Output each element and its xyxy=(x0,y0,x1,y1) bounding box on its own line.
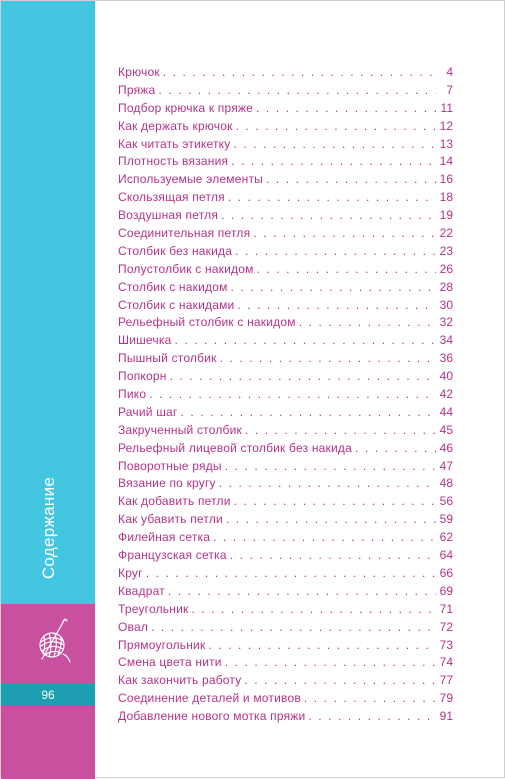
toc-entry-title: Добавление нового мотка пряжи xyxy=(118,709,306,724)
toc-dot-leader xyxy=(181,405,437,419)
toc-entry-title: Филейная сетка xyxy=(118,530,211,545)
toc-entry-page: 40 xyxy=(439,369,453,384)
toc-dot-leader xyxy=(355,441,436,455)
toc-entry-title: Треугольник xyxy=(118,601,189,616)
toc-dot-leader xyxy=(168,584,436,598)
toc-dot-leader xyxy=(225,459,436,473)
toc-dot-leader xyxy=(235,244,436,258)
toc-entry xyxy=(118,548,453,566)
toc-dot-leader xyxy=(236,119,436,133)
toc-entry-page: 11 xyxy=(440,100,453,115)
toc-entry-title: Столбик с накидами xyxy=(118,297,235,312)
toc-dot-leader xyxy=(158,83,436,97)
toc-entry-page: 14 xyxy=(439,154,453,169)
toc-entry-page: 22 xyxy=(439,226,453,241)
toc-entry-page: 19 xyxy=(439,208,453,223)
toc-entry xyxy=(118,638,453,656)
toc-entry-page: 46 xyxy=(439,440,453,455)
toc-entry-title: Пышный столбик xyxy=(118,351,217,366)
toc-entry-page: 16 xyxy=(439,172,453,187)
toc-dot-leader xyxy=(151,620,436,634)
toc-entry-page: 36 xyxy=(439,351,453,366)
toc-entry-title: Подбор крючка к пряже xyxy=(118,100,254,115)
toc-entry-page: 7 xyxy=(446,82,453,97)
toc-dot-leader xyxy=(225,655,436,669)
toc-dot-leader xyxy=(163,65,436,79)
toc-entry-title: Пико xyxy=(118,387,147,402)
toc-entry-title: Воздушная петля xyxy=(118,208,219,223)
toc-entry-page: 74 xyxy=(439,655,453,670)
toc-entry xyxy=(118,298,453,316)
toc-entry-title: Крючок xyxy=(118,65,160,79)
toc-entry-title: Рельефный столбик с накидом xyxy=(118,315,296,330)
toc-dot-leader xyxy=(174,333,436,347)
toc-entry-title: Вязание по кругу xyxy=(118,476,216,491)
toc-dot-leader xyxy=(245,423,436,437)
toc-dot-leader xyxy=(230,548,436,562)
toc-entry xyxy=(118,190,453,208)
toc-entry xyxy=(118,476,453,494)
toc-entry-page: 48 xyxy=(439,476,453,491)
toc-entry-page: 45 xyxy=(439,422,453,437)
toc-entry-page: 91 xyxy=(439,709,453,724)
toc-dot-leader xyxy=(237,298,436,312)
toc-dot-leader xyxy=(191,602,436,616)
toc-entry-page: 18 xyxy=(439,190,453,205)
toc-dot-leader xyxy=(256,101,436,115)
toc-dot-leader xyxy=(170,369,436,383)
sidebar-pink-bottom xyxy=(1,706,95,779)
toc-dot-leader xyxy=(221,208,436,222)
toc-entry-title: Полустолбик с накидом xyxy=(118,261,254,276)
toc-entry xyxy=(118,172,453,190)
toc-entry xyxy=(118,262,453,280)
toc-entry-title: Овал xyxy=(118,619,149,634)
page-number: 96 xyxy=(41,688,55,702)
toc-entry-title: Французская сетка xyxy=(118,548,227,563)
toc-entry-title: Как держать крючок xyxy=(118,118,233,133)
toc-entry xyxy=(118,602,453,620)
yarn-ball-with-hook-icon xyxy=(32,615,72,667)
toc-entry-title: Скользящая петля xyxy=(118,190,225,205)
toc-entry xyxy=(118,691,453,709)
toc-entry-page: 56 xyxy=(439,494,453,509)
toc-entry-page: 72 xyxy=(439,619,453,634)
toc-entry-page: 4 xyxy=(446,65,453,79)
toc-entry-page: 28 xyxy=(439,279,453,294)
toc-dot-leader xyxy=(304,691,436,705)
toc-entry-page: 12 xyxy=(439,118,453,133)
toc-dot-leader xyxy=(308,709,436,723)
toc-entry-page: 47 xyxy=(439,458,453,473)
toc-entry xyxy=(118,137,453,155)
toc-entry-title: Столбик с накидом xyxy=(118,279,228,294)
toc-dot-leader xyxy=(213,530,436,544)
toc-dot-leader xyxy=(257,262,436,276)
toc-dot-leader xyxy=(234,494,436,508)
toc-entry-title: Рачий шаг xyxy=(118,404,178,419)
toc-entry-title: Используемые элементы xyxy=(118,172,263,187)
toc-dot-leader xyxy=(208,638,436,652)
toc-entry-page: 62 xyxy=(439,530,453,545)
toc-entry xyxy=(118,315,453,333)
toc-dot-leader xyxy=(231,154,436,168)
toc-entry-title: Шишечка xyxy=(118,333,172,348)
toc-entry xyxy=(118,65,453,83)
toc-entry xyxy=(118,369,453,387)
toc-entry xyxy=(118,83,453,101)
table-of-contents xyxy=(118,65,453,727)
toc-dot-leader xyxy=(244,673,436,687)
toc-entry-page: 69 xyxy=(439,583,453,598)
toc-entry-page: 66 xyxy=(439,565,453,580)
toc-entry-title: Как добавить петли xyxy=(118,494,231,509)
toc-entry xyxy=(118,584,453,602)
toc-entry xyxy=(118,441,453,459)
toc-entry-page: 42 xyxy=(439,387,453,402)
toc-entry xyxy=(118,530,453,548)
toc-entry-page: 32 xyxy=(439,315,453,330)
toc-dot-leader xyxy=(299,315,436,329)
toc-entry xyxy=(118,226,453,244)
section-title: Содержание xyxy=(39,476,58,580)
toc-entry xyxy=(118,333,453,351)
toc-entry-title: Пряжа xyxy=(118,82,156,97)
toc-dot-leader xyxy=(253,226,436,240)
toc-entry xyxy=(118,387,453,405)
toc-entry xyxy=(118,566,453,584)
toc-entry xyxy=(118,655,453,673)
toc-entry-title: Поворотные ряды xyxy=(118,458,222,473)
toc-entry xyxy=(118,512,453,530)
toc-entry-title: Как читать этикетку xyxy=(118,136,231,151)
toc-entry-page: 23 xyxy=(439,243,453,258)
toc-entry-title: Рельефный лицевой столбик без накида xyxy=(118,440,352,455)
toc-entry xyxy=(118,673,453,691)
toc-entry-title: Столбик без накида xyxy=(118,243,233,258)
toc-entry xyxy=(118,709,453,727)
toc-entry xyxy=(118,351,453,369)
toc-entry-page: 34 xyxy=(439,333,453,348)
toc-entry-title: Квадрат xyxy=(118,583,165,598)
toc-entry xyxy=(118,244,453,262)
toc-entry-title: Плотность вязания xyxy=(118,154,229,169)
toc-dot-leader xyxy=(220,351,436,365)
toc-entry xyxy=(118,620,453,638)
toc-entry-title: Прямоугольник xyxy=(118,637,206,652)
toc-entry-page: 30 xyxy=(439,297,453,312)
toc-entry xyxy=(118,423,453,441)
toc-dot-leader xyxy=(226,512,436,526)
toc-entry xyxy=(118,154,453,172)
sidebar xyxy=(1,1,95,779)
toc-dot-leader xyxy=(149,387,436,401)
toc-entry xyxy=(118,494,453,512)
toc-entry-page: 79 xyxy=(439,691,453,706)
toc-entry-title: Как убавить петли xyxy=(118,512,223,527)
toc-entry-title: Круг xyxy=(118,565,143,580)
toc-entry-page: 64 xyxy=(439,548,453,563)
toc-entry-page: 44 xyxy=(439,404,453,419)
toc-dot-leader xyxy=(228,190,436,204)
toc-entry xyxy=(118,119,453,137)
toc-entry-title: Закрученный столбик xyxy=(118,422,242,437)
toc-dot-leader xyxy=(231,280,436,294)
toc-dot-leader xyxy=(233,137,436,151)
toc-entry-title: Смена цвета нити xyxy=(118,655,222,670)
toc-entry-title: Попкорн xyxy=(118,369,167,384)
toc-entry xyxy=(118,459,453,477)
toc-entry-title: Как закончить работу xyxy=(118,673,242,688)
toc-entry-page: 13 xyxy=(439,136,453,151)
toc-entry-page: 71 xyxy=(439,601,453,616)
toc-entry xyxy=(118,405,453,423)
toc-entry xyxy=(118,101,453,119)
toc-entry-page: 73 xyxy=(439,637,453,652)
toc-entry-page: 26 xyxy=(439,261,453,276)
toc-dot-leader xyxy=(219,476,436,490)
toc-entry-page: 77 xyxy=(439,673,453,688)
toc-entry-title: Соединительная петля xyxy=(118,226,251,241)
toc-dot-leader xyxy=(266,172,436,186)
toc-entry xyxy=(118,280,453,298)
toc-dot-leader xyxy=(146,566,436,580)
toc-entry-page: 59 xyxy=(439,512,453,527)
toc-entry-title: Соединение деталей и мотивов xyxy=(118,691,301,706)
toc-entry xyxy=(118,208,453,226)
